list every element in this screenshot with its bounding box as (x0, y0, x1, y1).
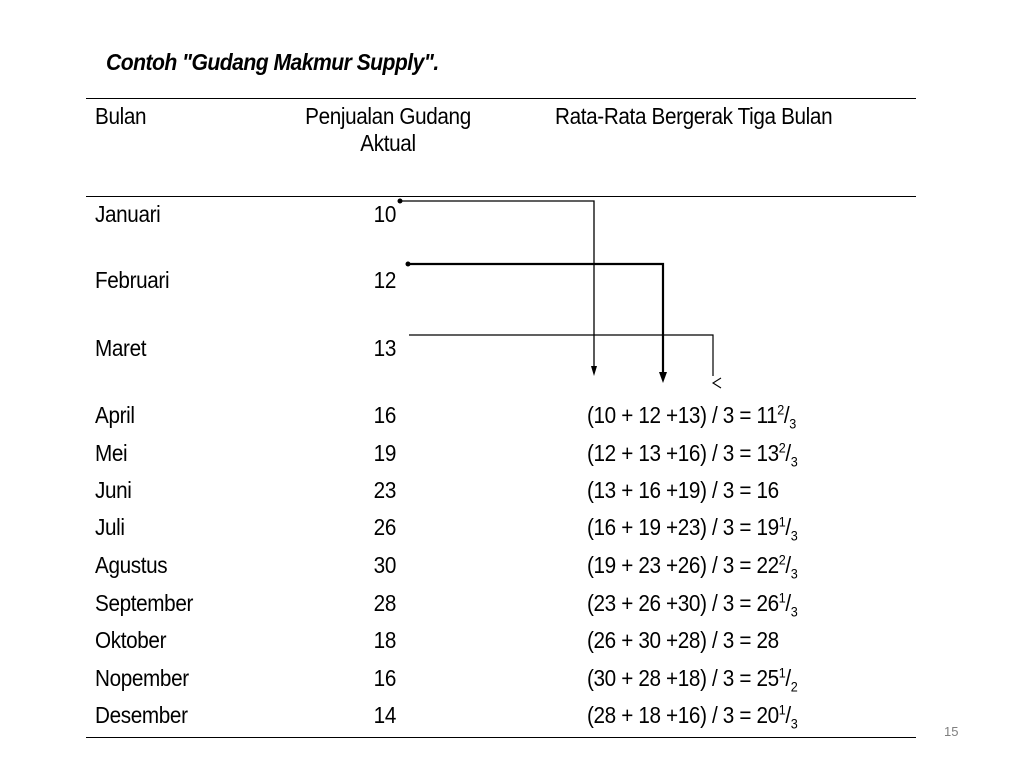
row-formula: $(30 + 28 +18) / 3 = 25^1/_2$ (587, 664, 798, 695)
row-month: September (95, 590, 194, 616)
row-month: Juli (95, 514, 125, 540)
header-sales-line1: Penjualan Gudang (305, 103, 471, 129)
row-sales: 28 (373, 590, 396, 616)
arrow-februari (406, 262, 668, 384)
header-moving-average: Rata-Rata Bergerak Tiga Bulan (555, 103, 833, 129)
row-formula: $(19 + 23 +26) / 3 = 22^2/_3$ (587, 551, 798, 582)
row-month: Oktober (95, 627, 167, 653)
row-sales: 14 (373, 702, 396, 728)
arrow-maret (409, 335, 721, 388)
row-month: Nopember (95, 665, 189, 691)
row-sales: 18 (373, 627, 396, 653)
row-sales: 16 (373, 665, 396, 691)
arrow-januari (398, 199, 598, 377)
row-formula: $(10 + 12 +13) / 3 = 11^2/_3$ (587, 401, 796, 432)
row-formula: (26 + 30 +28) / 3 = 28 (587, 627, 779, 653)
row-sales: 13 (373, 335, 396, 361)
row-month: Maret (95, 335, 147, 361)
row-formula: $(16 + 19 +23) / 3 = 19^1/_3$ (587, 513, 798, 544)
header-sales-line2: Aktual (360, 130, 416, 156)
row-sales: 19 (373, 440, 396, 466)
row-month: Juni (95, 477, 132, 503)
row-formula: $(12 + 13 +16) / 3 = 13^2/_3$ (587, 439, 798, 470)
row-sales: 12 (373, 267, 396, 293)
row-formula: $(23 + 26 +30) / 3 = 26^1/_3$ (587, 589, 798, 620)
row-month: Agustus (95, 552, 168, 578)
row-month: Januari (95, 201, 161, 227)
row-month: April (95, 402, 135, 428)
row-month: Desember (95, 702, 188, 728)
row-sales: 16 (373, 402, 396, 428)
page-number: 15 (944, 724, 959, 739)
slide-title: Contoh "Gudang Makmur Supply". (106, 49, 439, 75)
header-month: Bulan (95, 103, 147, 129)
row-month: Mei (95, 440, 128, 466)
row-month: Februari (95, 267, 170, 293)
row-sales: 26 (373, 514, 396, 540)
row-sales: 10 (373, 201, 396, 227)
row-formula: (13 + 16 +19) / 3 = 16 (587, 477, 779, 503)
row-formula: $(28 + 18 +16) / 3 = 20^1/_3$ (587, 701, 798, 732)
row-sales: 23 (373, 477, 396, 503)
row-sales: 30 (373, 552, 396, 578)
